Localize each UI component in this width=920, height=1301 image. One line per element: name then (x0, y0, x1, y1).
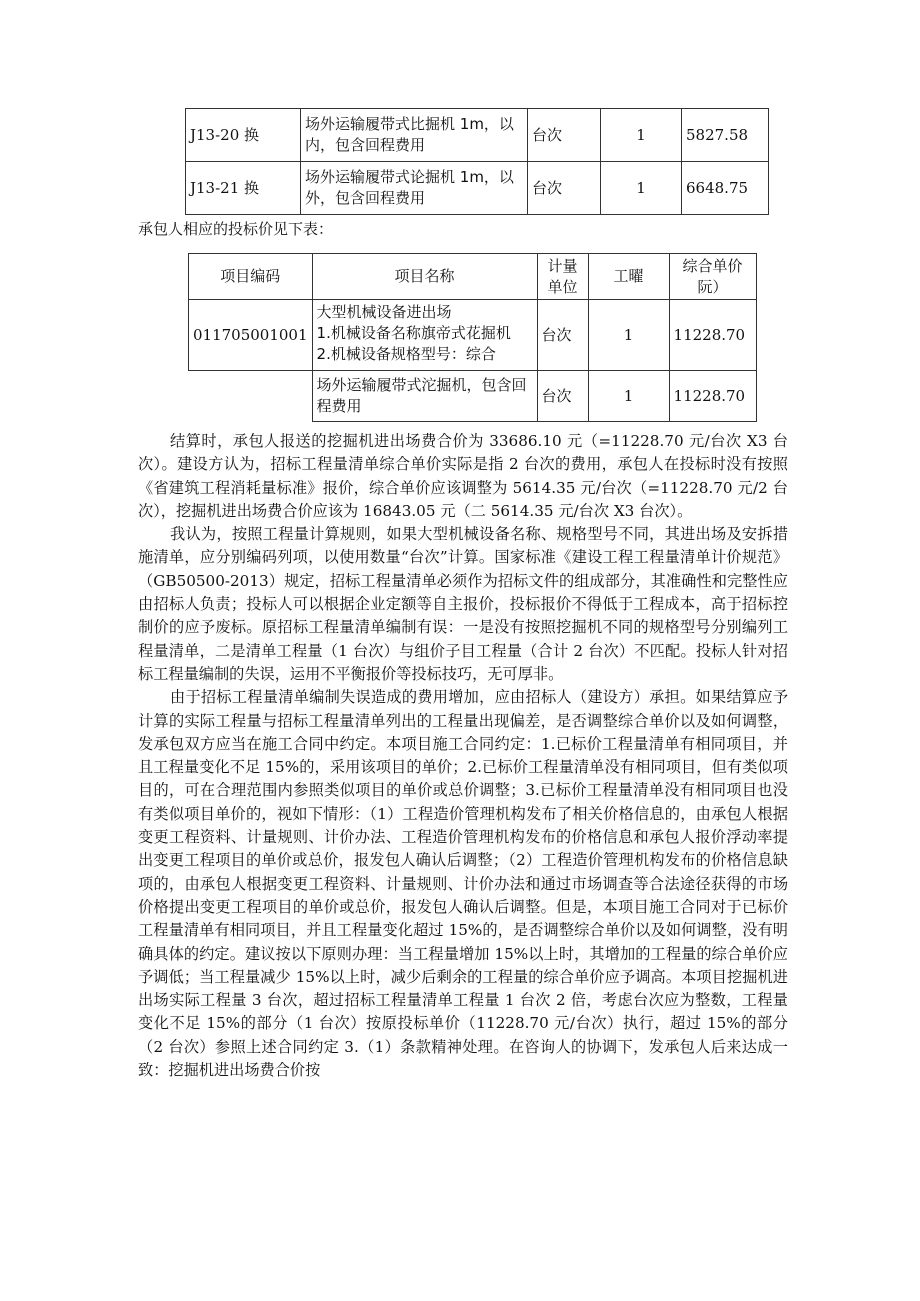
item-unit: 台次 (537, 371, 588, 422)
item-name (312, 300, 537, 371)
empty-cell (189, 371, 313, 422)
item-price: 11228.70 (669, 371, 756, 422)
table-header-row (189, 254, 757, 300)
table-row (189, 371, 757, 422)
item-unit: 台次 (528, 162, 601, 215)
paragraph: 结算时，承包人报送的挖掘机进出场费合价为 33686.10 元（=11228.70 元/台次 X3 台次）。建设方认为，招标工程量清单综合单价实际是指 2 台次的费用，承包人在投标时没有按照《省建筑工程消耗量标准》报价，综合单价应该调整为 5614.35 元/台次（=11228.70 元/2 台次），挖掘机进出场费合价应该为 16843.05 元（二 5614.35 元/台次 X3 台次）。 (138, 432, 788, 520)
machine-fee-table (185, 108, 769, 215)
table-row (189, 300, 757, 371)
item-qty: 1 (601, 162, 682, 215)
item-qty: 1 (588, 371, 669, 422)
header-name: 项目名称 (312, 254, 537, 300)
item-code: J13-20 换 (186, 109, 301, 162)
item-price: 5827.58 (682, 109, 769, 162)
item-qty: 1 (588, 300, 669, 371)
paragraph: 我认为，按照工程量计算规则，如果大型机械设备名称、规格型号不同，其进出场及安拆措施清单，应分别编码列项，以使用数量“台次”计算。国家标准《建设工程工程量清单计价规范》（GB50500-2013）规定，招标工程量清单必须作为招标文件的组成部分，其准确性和完整性应由招标人负责；投标人可以根据企业定额等自主报价，投标报价不得低于工程成本，高于招标控制价的应予废标。原招标工程量清单编制有误：一是没有按照挖掘机不同的规格型号分别编列工程量清单，二是清单工程量（1 台次）与组价子目工程量（合计 2 台次）不匹配。投标人针对招标工程量编制的失误，运用不平衡报价等投标技巧，无可厚非。 (138, 525, 788, 683)
item-unit: 台次 (537, 300, 588, 371)
item-code: 011705001001 (189, 300, 313, 371)
item-name-line: 大型机械设备进出场 (316, 303, 452, 321)
paragraph: 由于招标工程量清单编制失误造成的费用增加，应由招标人（建设方）承担。如果结算应予计算的实际工程量与招标工程量清单列出的工程量出现偏差，是否调整综合单价以及如何调整，发承包双方应当在施工合同中约定。本项目施工合同约定：1.已标价工程量清单有相同项目，并且工程量变化不足 15%的，采用该项目的单价；2.已标价工程量清单没有相同项目，但有类似项目的，可在合理范围内参照类似项目的单价或总价调整；3.已标价工程量清单没有相同项目也没有类似项目单价的，视如下情形：（1）工程造价管理机构发布了相关价格信息的，由承包人根据变更工程资料、计量规则、计价办法、工程造价管理机构发布的价格信息和承包人报价浮动率提出变更工程项目的单价或总价，报发包人确认后调整；（2）工程造价管理机构发布的价格信息缺项的，由承包人根据变更工程资料、计量规则、计价办法和通过市场调查等合法途径获得的市场价格提出变更工程项目的单价或总价，报发包人确认后调整。但是，本项目施工合同对于已标价工程量清单有相同项目，并且工程量变化超过 15%的，是否调整综合单价以及如何调整，没有明确具体的约定。建议按以下原则办理：当工程量增加 15%以上时，其增加的工程量的综合单价应予调低；当工程量减少 15%以上时，减少后剩余的工程量的综合单价应予调高。本项目挖掘机进出场实际工程量 3 台次，超过招标工程量清单工程量 1 台次 2 倍，考虑台次应为整数，工程量变化不足 15%的部分（1 台次）按原投标单价（11228.70 元/台次）执行，超过 15%的部分（2 台次）参照上述合同约定 3.（1）条款精神处理。在咨询人的协调下，发承包人后来达成一致：挖掘机进出场费合价按 (138, 688, 788, 1080)
header-price: 综合单价阮） (669, 254, 756, 300)
body-text (138, 430, 788, 1082)
intro-text: 承包人相应的投标价见下表： (138, 220, 334, 238)
item-name-line: 2.机械设备规格型号：综合 (316, 345, 496, 363)
header-unit: 计量单位 (537, 254, 588, 300)
header-qty: 工曜 (588, 254, 669, 300)
item-qty: 1 (601, 109, 682, 162)
header-code: 项目编码 (189, 254, 313, 300)
item-price: 6648.75 (682, 162, 769, 215)
item-unit: 台次 (528, 109, 601, 162)
item-name: 场外运输履带式比掘机 1m，以内，包含回程费用 (301, 109, 528, 162)
table-row (186, 109, 769, 162)
item-name: 场外运输履带式论掘机 1m，以外，包含回程费用 (301, 162, 528, 215)
item-name-line: 1.机械设备名称旗帝式花掘机 (316, 324, 511, 342)
table-row (186, 162, 769, 215)
item-name: 场外运输履带式沱掘机，包含回程费用 (312, 371, 537, 422)
item-price: 11228.70 (669, 300, 756, 371)
bid-price-table (188, 253, 757, 422)
item-code: J13-21 换 (186, 162, 301, 215)
